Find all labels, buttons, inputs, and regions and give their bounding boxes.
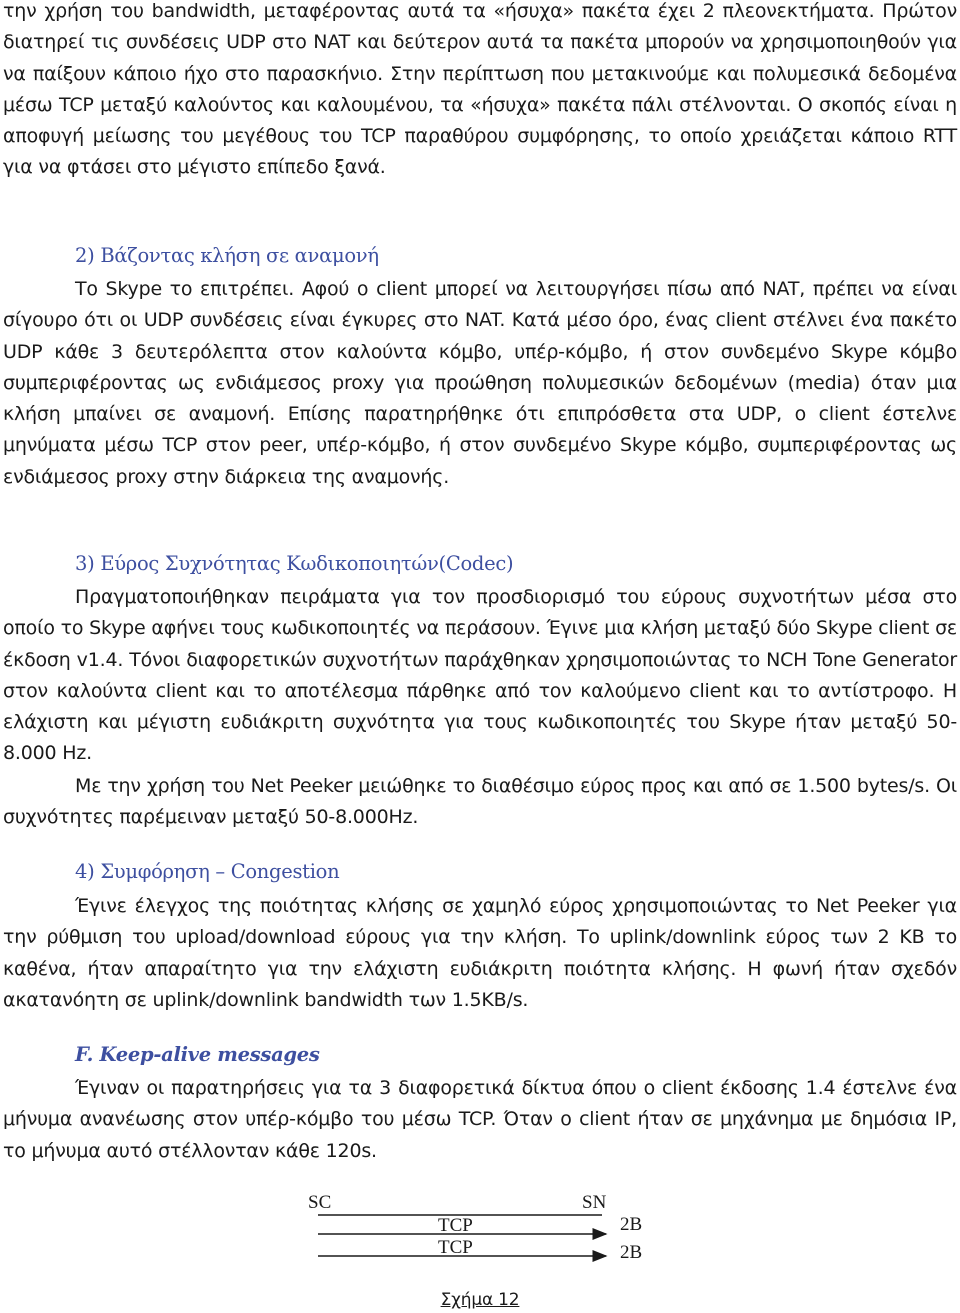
- paragraph-congestion: Έγινε έλεγχος της ποιότητας κλήσης σε χαμηλό εύρος χρησιμοποιώντας το Net Peeker για την ρύθμιση του upload/download εύρους για την κλήση. Το uplink/downlink εύρος των 2 KB το καθένα, ήταν απαραίτητο για την ελάχιστη ευδιάκριτη ποιότητα κλήσης. Η φωνή ήταν σχεδόν ακατανόητη σε uplink/downlink bandwidth των 1.5KB/s.: [3, 895, 957, 1011]
- paragraph-silent-packets: την χρήση του bandwidth, μεταφέροντας αυτά τα «ήσυχα» πακέτα έχει 2 πλεονεκτήματα. Πρώτον διατηρεί τις συνδέσεις UDP στο NAT και δεύτερον αυτά τα πακέτα μπορούν να χρησιμοποιηθούν για να παίξουν κάποιο ήχο στο παρασκήνιο. Στην περίπτωση που μετακινούμε και πολυμεσικά δεδομένα μέσω TCP μεταξύ καλούντος και καλουμένου, τα «ήσυχα» πακέτα πάλι στέλνονται. Ο σκοπός είναι η αποφυγή μείωσης του μεγέθους του TCP παραθύρου συμφόρησης, το οποίο χρειάζεται κάποιο RTT για να φτάσει στο μέγιστο επίπεδο ξανά.: [3, 0, 957, 179]
- keep-alive-diagram: [300, 1188, 660, 1268]
- figure-caption: Σχήμα 12: [440, 1290, 520, 1310]
- heading-call-hold: 2) Βάζοντας κλήση σε αναμονή: [75, 244, 379, 267]
- heading-keep-alive: F. Keep-alive messages: [75, 1043, 320, 1066]
- heading-codec-frequency-range: 3) Εύρος Συχνότητας Κωδικοποιητών(Codec): [75, 552, 514, 575]
- diagram-arrow-2-size: 2B: [620, 1242, 643, 1263]
- diagram-arrow-2-label: TCP: [438, 1237, 473, 1258]
- paragraph-codec-frequency-range: Πραγματοποιήθηκαν πειράματα για τον προσδιορισμό του εύρους συχνοτήτων μέσα στο οποίο το Skype αφήνει τους κωδικοποιητές να περάσουν. Έγινε μια κλήση μεταξύ δύο Skype client σε έκδοση v1.4. Τόνοι διαφορετικών συχνοτήτων παράχθηκαν χρησιμοποιώντας το NCH Tone Generator στον καλούντα client και το αποτέλεσμα πάρθηκε από τον καλούμενο client και το αντίστροφο. Η ελάχιστη και μέγιστη ευδιάκριτη συχνότητα για τους κωδικοποιητές του Skype ήταν μεταξύ 50-8.000 Hz.: [3, 586, 957, 765]
- diagram-arrow-1-size: 2B: [620, 1214, 643, 1235]
- diagram-arrow-1-label: TCP: [438, 1215, 473, 1236]
- diagram-node-sc: SC: [308, 1192, 332, 1213]
- heading-congestion: 4) Συμφόρηση – Congestion: [75, 860, 340, 883]
- paragraph-net-peeker: Με την χρήση του Net Peeker μειώθηκε το διαθέσιμο εύρος προς και από σε 1.500 bytes/s. Οι συχνότητες παρέμειναν μεταξύ 50-8.000Hz.: [3, 775, 957, 829]
- paragraph-keep-alive: Έγιναν οι παρατηρήσεις για τα 3 διαφορετικά δίκτυα όπου ο client έκδοσης 1.4 έστελνε ένα μήνυμα ανανέωσης στον υπέρ-κόμβο του μέσω TCP. Όταν ο client ήταν σε μηχάνημα με δημόσια IP, το μήνυμα αυτό στέλλονταν κάθε 120s.: [3, 1077, 957, 1162]
- paragraph-call-hold: Το Skype το επιτρέπει. Αφού ο client μπορεί να λειτουργήσει πίσω από NAT, πρέπει να είναι σίγουρο ότι οι UDP συνδέσεις είναι έγκυρες στο NAT. Κατά μέσο όρο, ένας client στέλνει ένα πακέτο UDP κάθε 3 δευτερόλεπτα στον καλούντα κόμβο, υπέρ-κόμβο, ή στον συνδεμένο Skype κόμβο συμπεριφέροντας ως ενδιάμεσος proxy για προώθηση πολυμεσικών δεδομένων (media) όταν μια κλήση μπαίνει σε αναμονή. Επίσης παρατηρήθηκε ότι επιπρόσθετα στα UDP, ο client έστελνε μηνύματα μέσω TCP στον peer, υπέρ-κόμβο, ή στον συνδεμένο Skype κόμβο, συμπεριφέροντας ως ενδιάμεσος proxy στην διάρκεια της αναμονής.: [3, 278, 957, 488]
- diagram-node-sn: SN: [582, 1192, 607, 1213]
